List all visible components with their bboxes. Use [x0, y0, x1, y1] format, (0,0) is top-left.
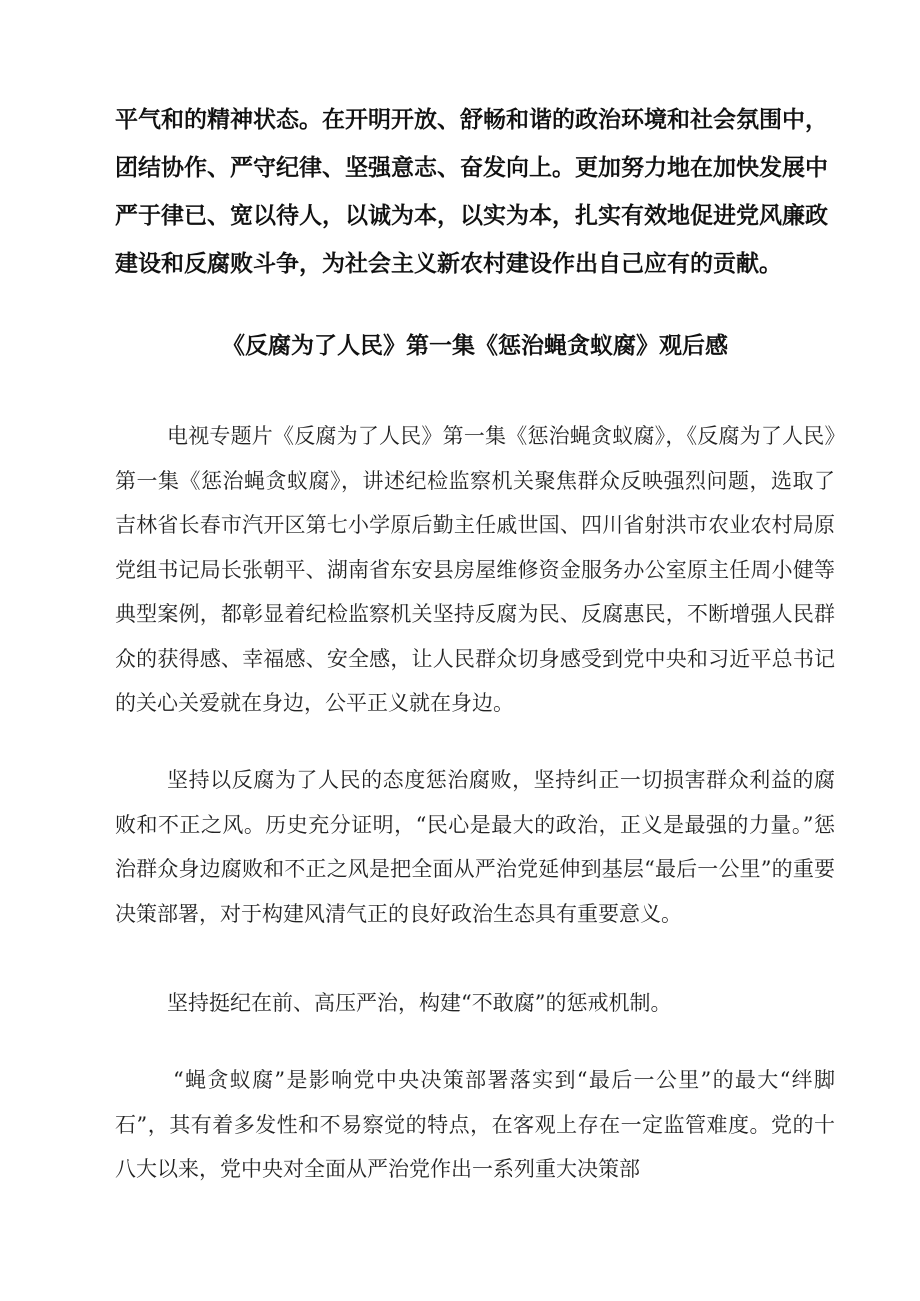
- body-paragraph-4: [115, 1058, 835, 1192]
- body-paragraph-4-text: “蝇贪蚁腐”是影响党中央决策部署落实到“最后一公里”的最大“绊脚石”，其有着多发性和不易察觉的特点，在客观上存在一定监管难度。党的十八大以来，党中央对全面从严治党作出一系列重大决策部: [115, 1068, 835, 1181]
- body-paragraph-2: 坚持以反腐为了人民的态度惩治腐败，坚持纠正一切损害群众利益的腐败和不正之风。历史充分证明，“民心是最大的政治，正义是最强的力量。”惩治群众身边腐败和不正之风是把全面从严治党延伸到基层“最后一公里”的重要决策部署，对于构建风清气正的良好政治生态具有重要意义。: [115, 768, 835, 926]
- document-title: 《反腐为了人民》第一集《惩治蝇贪蚁腐》观后感: [222, 333, 728, 359]
- body-paragraph-3: 坚持挺纪在前、高压严治，构建“不敢腐”的惩戒机制。: [167, 991, 672, 1015]
- body-paragraph-1: 电视专题片《反腐为了人民》第一集《惩治蝇贪蚁腐》，《反腐为了人民》第一集《惩治蝇贪蚁腐》，讲述纪检监察机关聚焦群众反映强烈问题，选取了吉林省长春市汽开区第七小学原后勤主任戚世国、四川省射洪市农业农村局原党组书记局长张朝平、湖南省东安县房屋维修资金服务办公室原主任周小健等典型案例，都彰显着纪检监察机关坚持反腐为民、反腐惠民，不断增强人民群众的获得感、幸福感、安全感，让人民群众切身感受到党中央和习近平总书记的关心关爱就在身边，公平正义就在身边。: [115, 424, 835, 715]
- continued-paragraph: 平气和的精神状态。在开明开放、舒畅和谐的政治环境和社会氛围中，团结协作、严守纪律、坚强意志、奋发向上。更加努力地在加快发展中严于律已、宽以待人，以诚为本，以实为本，扎实有效地促进党风廉政建设和反腐败斗争，为社会主义新农村建设作出自己应有的贡献。: [115, 107, 828, 277]
